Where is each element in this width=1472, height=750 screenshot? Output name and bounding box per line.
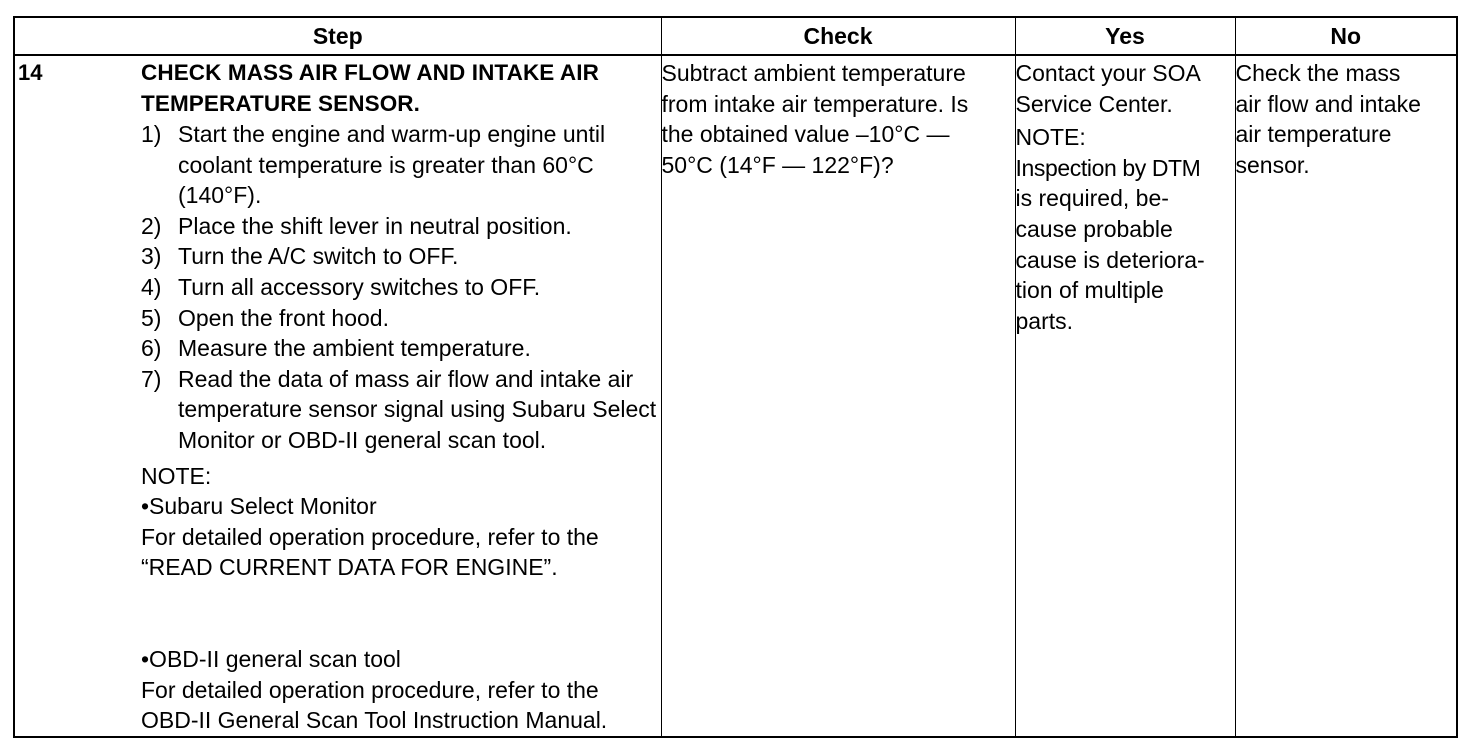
procedure-step-text: Start the engine and warm-up engine until coolant temperature is greater than 60°C (140°F). [178,121,606,209]
procedure-list [141,119,657,456]
yes-text-line: Service Center. [1015,90,1173,117]
step-title-line1: CHECK MASS AIR FLOW AND INTAKE AIR [141,60,599,85]
no-text-line: Check the mass [1235,60,1401,86]
procedure-step-text: Read the data of mass air flow and intake air temperature sensor signal using Subaru Select Monitor or OBD-II general scan tool. [178,365,657,453]
procedure-step [141,333,657,364]
procedure-step-number: 4) [141,273,162,300]
yes-note-line: is required, be- [1015,185,1169,212]
procedure-step-number: 3) [141,243,162,270]
yes-note-line: cause probable [1015,215,1173,242]
header-step: Step [14,17,661,55]
procedure-step-text: Place the shift lever in neutral position. [178,212,572,239]
procedure-step-number: 2) [141,212,162,239]
procedure-step [141,272,657,303]
header-check: Check [661,17,1015,55]
no-text-line: sensor. [1235,151,1310,178]
check-text-line: the obtained value –10°C — [661,121,950,148]
procedure-step-text: Turn all accessory switches to OFF. [178,273,541,300]
step-cell [14,55,661,737]
procedure-step [141,303,657,334]
no-cell [1235,55,1457,737]
note-item-text: For detailed operation procedure, refer to the [141,676,599,703]
step-number: 14 [18,60,43,85]
note-label: NOTE: [141,462,212,489]
note-item-text: “READ CURRENT DATA FOR ENGINE”. [141,554,558,581]
yes-note-line: cause is deteriora- [1015,246,1205,273]
yes-note-line: tion of multiple [1015,277,1164,304]
step-note [141,461,657,736]
procedure-step-number: 7) [141,365,162,392]
no-text-line: air flow and intake [1235,90,1421,117]
procedure-step-number: 5) [141,304,162,331]
procedure-step-text: Open the front hood. [178,304,389,331]
procedure-step-number: 6) [141,335,162,362]
diagnostic-table [13,16,1458,738]
yes-note [1016,122,1235,336]
procedure-step [141,241,657,272]
step-title-line2: TEMPERATURE SENSOR. [141,90,421,116]
check-text-line: from intake air temperature. Is [661,90,969,117]
yes-note-line: parts. [1015,307,1074,334]
check-text-line: 50°C (14°F — 122°F)? [661,151,894,178]
procedure-step [141,364,657,456]
yes-note-line: Inspection by DTM [1015,154,1201,181]
header-yes: Yes [1015,17,1235,55]
procedure-step-text: Measure the ambient temperature. [178,335,531,362]
header-no: No [1235,17,1457,55]
check-text-line: Subtract ambient temperature [661,60,966,86]
yes-note-label: NOTE: [1015,124,1086,151]
note-item-title: •OBD-II general scan tool [141,645,401,672]
step-body [141,58,657,736]
check-cell [661,55,1015,737]
procedure-step-text: Turn the A/C switch to OFF. [178,243,459,270]
yes-text-line: Contact your SOA [1015,60,1201,86]
note-spacer [141,583,657,644]
note-item-text: For detailed operation procedure, refer to the [141,523,599,550]
table-row [14,55,1457,737]
no-text-line: air temperature [1235,121,1392,148]
note-item-title: •Subaru Select Monitor [141,493,377,520]
note-item-text: OBD-II General Scan Tool Instruction Manual. [141,707,608,734]
procedure-step-number: 1) [141,121,162,147]
procedure-step [141,119,657,211]
step-title [141,58,657,119]
yes-cell [1015,55,1235,737]
procedure-step [141,211,657,242]
header-row [14,17,1457,55]
